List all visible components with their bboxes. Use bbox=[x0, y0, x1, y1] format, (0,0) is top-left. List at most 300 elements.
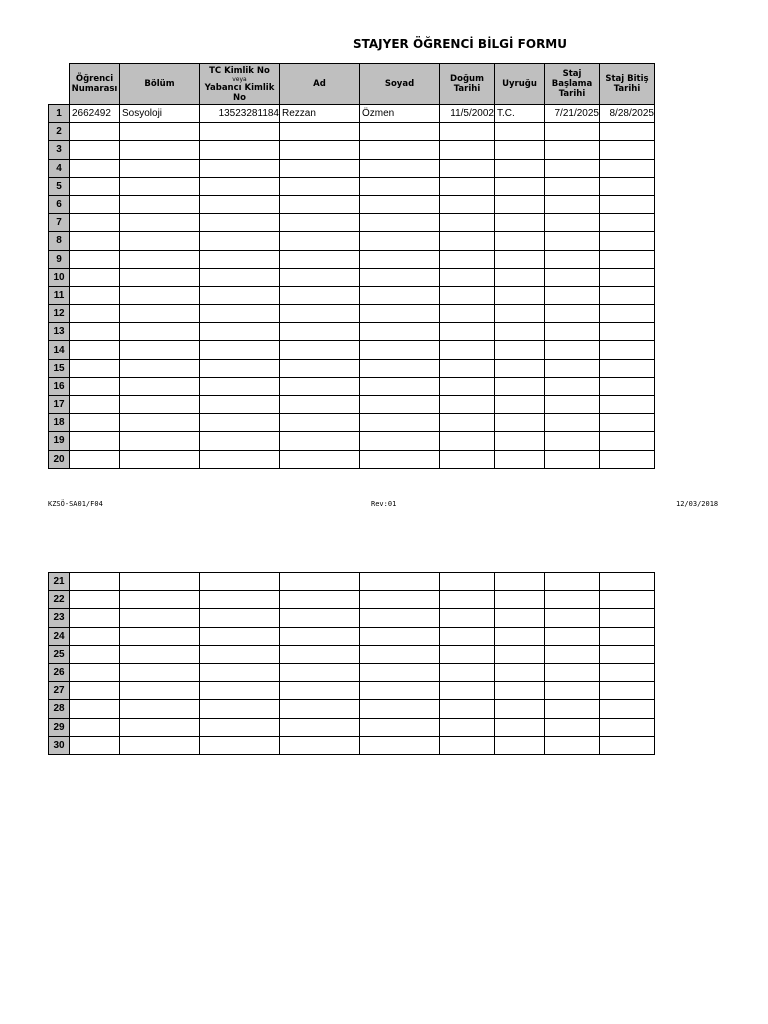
cell-nationality[interactable] bbox=[495, 123, 545, 141]
cell-nationality[interactable] bbox=[495, 736, 545, 754]
cell-birth-date[interactable] bbox=[440, 177, 495, 195]
cell-first-name[interactable] bbox=[280, 268, 360, 286]
cell-student-number[interactable] bbox=[70, 609, 120, 627]
cell-last-name[interactable] bbox=[360, 377, 440, 395]
cell-nationality[interactable] bbox=[495, 682, 545, 700]
cell-nationality[interactable] bbox=[495, 214, 545, 232]
cell-first-name[interactable] bbox=[280, 123, 360, 141]
cell-internship-end[interactable] bbox=[600, 450, 655, 468]
cell-internship-end[interactable] bbox=[600, 663, 655, 681]
cell-id-number[interactable] bbox=[200, 305, 280, 323]
cell-internship-start[interactable] bbox=[545, 341, 600, 359]
cell-id-number[interactable] bbox=[200, 195, 280, 213]
cell-internship-end[interactable] bbox=[600, 177, 655, 195]
cell-internship-start[interactable]: 7/21/2025 bbox=[545, 105, 600, 123]
cell-student-number[interactable] bbox=[70, 232, 120, 250]
cell-internship-end[interactable] bbox=[600, 591, 655, 609]
cell-id-number[interactable] bbox=[200, 432, 280, 450]
cell-first-name[interactable] bbox=[280, 159, 360, 177]
cell-birth-date[interactable]: 11/5/2002 bbox=[440, 105, 495, 123]
cell-internship-end[interactable]: 8/28/2025 bbox=[600, 105, 655, 123]
cell-birth-date[interactable] bbox=[440, 663, 495, 681]
cell-last-name[interactable] bbox=[360, 214, 440, 232]
cell-internship-start[interactable] bbox=[545, 573, 600, 591]
cell-birth-date[interactable] bbox=[440, 396, 495, 414]
cell-internship-end[interactable] bbox=[600, 359, 655, 377]
cell-birth-date[interactable] bbox=[440, 682, 495, 700]
cell-id-number[interactable] bbox=[200, 682, 280, 700]
table-row bbox=[49, 232, 655, 250]
cell-department[interactable] bbox=[120, 432, 200, 450]
cell-nationality[interactable] bbox=[495, 718, 545, 736]
cell-student-number[interactable] bbox=[70, 341, 120, 359]
cell-id-number[interactable] bbox=[200, 141, 280, 159]
cell-internship-start[interactable] bbox=[545, 250, 600, 268]
cell-student-number[interactable] bbox=[70, 268, 120, 286]
cell-last-name[interactable] bbox=[360, 123, 440, 141]
cell-internship-start[interactable] bbox=[545, 141, 600, 159]
cell-first-name[interactable] bbox=[280, 214, 360, 232]
cell-nationality[interactable] bbox=[495, 627, 545, 645]
cell-internship-end[interactable] bbox=[600, 195, 655, 213]
cell-student-number[interactable] bbox=[70, 159, 120, 177]
cell-birth-date[interactable] bbox=[440, 700, 495, 718]
table-row bbox=[49, 123, 655, 141]
cell-internship-start[interactable] bbox=[545, 305, 600, 323]
cell-nationality[interactable] bbox=[495, 396, 545, 414]
cell-department[interactable] bbox=[120, 159, 200, 177]
cell-first-name[interactable] bbox=[280, 432, 360, 450]
cell-first-name[interactable] bbox=[280, 645, 360, 663]
cell-first-name[interactable] bbox=[280, 232, 360, 250]
cell-department[interactable]: Sosyoloji bbox=[120, 105, 200, 123]
cell-student-number[interactable] bbox=[70, 736, 120, 754]
cell-birth-date[interactable] bbox=[440, 323, 495, 341]
table-row bbox=[49, 286, 655, 304]
cell-birth-date[interactable] bbox=[440, 195, 495, 213]
cell-department[interactable] bbox=[120, 591, 200, 609]
cell-internship-end[interactable] bbox=[600, 250, 655, 268]
cell-id-number[interactable] bbox=[200, 573, 280, 591]
cell-last-name[interactable] bbox=[360, 432, 440, 450]
cell-student-number[interactable] bbox=[70, 323, 120, 341]
cell-internship-start[interactable] bbox=[545, 609, 600, 627]
cell-id-number[interactable] bbox=[200, 627, 280, 645]
cell-first-name[interactable] bbox=[280, 305, 360, 323]
cell-last-name[interactable] bbox=[360, 250, 440, 268]
cell-internship-start[interactable] bbox=[545, 177, 600, 195]
cell-last-name[interactable] bbox=[360, 591, 440, 609]
cell-birth-date[interactable] bbox=[440, 627, 495, 645]
table-row bbox=[49, 718, 655, 736]
cell-department[interactable] bbox=[120, 232, 200, 250]
cell-id-number[interactable] bbox=[200, 323, 280, 341]
cell-internship-end[interactable] bbox=[600, 286, 655, 304]
cell-internship-end[interactable] bbox=[600, 700, 655, 718]
cell-student-number[interactable] bbox=[70, 195, 120, 213]
cell-nationality[interactable] bbox=[495, 663, 545, 681]
cell-student-number[interactable]: 2662492 bbox=[70, 105, 120, 123]
cell-birth-date[interactable] bbox=[440, 736, 495, 754]
row-number: 24 bbox=[49, 627, 70, 645]
row-number: 8 bbox=[49, 232, 70, 250]
cell-first-name[interactable] bbox=[280, 700, 360, 718]
cell-last-name[interactable] bbox=[360, 663, 440, 681]
cell-nationality[interactable] bbox=[495, 159, 545, 177]
cell-student-number[interactable] bbox=[70, 432, 120, 450]
cell-nationality[interactable] bbox=[495, 323, 545, 341]
cell-nationality[interactable] bbox=[495, 195, 545, 213]
cell-student-number[interactable] bbox=[70, 214, 120, 232]
cell-last-name[interactable] bbox=[360, 195, 440, 213]
cell-first-name[interactable] bbox=[280, 359, 360, 377]
cell-internship-start[interactable] bbox=[545, 450, 600, 468]
cell-nationality[interactable] bbox=[495, 591, 545, 609]
cell-id-number[interactable] bbox=[200, 177, 280, 195]
cell-nationality[interactable] bbox=[495, 286, 545, 304]
cell-id-number[interactable] bbox=[200, 718, 280, 736]
table-row bbox=[49, 105, 655, 123]
cell-birth-date[interactable] bbox=[440, 268, 495, 286]
cell-id-number[interactable] bbox=[200, 214, 280, 232]
cell-department[interactable] bbox=[120, 177, 200, 195]
cell-department[interactable] bbox=[120, 214, 200, 232]
cell-internship-start[interactable] bbox=[545, 645, 600, 663]
cell-nationality[interactable] bbox=[495, 250, 545, 268]
cell-id-number[interactable]: 13523281184 bbox=[200, 105, 280, 123]
cell-id-number[interactable] bbox=[200, 645, 280, 663]
cell-internship-start[interactable] bbox=[545, 268, 600, 286]
cell-last-name[interactable] bbox=[360, 609, 440, 627]
cell-nationality[interactable]: T.C. bbox=[495, 105, 545, 123]
cell-internship-start[interactable] bbox=[545, 663, 600, 681]
header-id-number: TC Kimlik No veya Yabancı Kimlik No bbox=[200, 64, 280, 105]
cell-department[interactable] bbox=[120, 573, 200, 591]
row-number: 26 bbox=[49, 663, 70, 681]
cell-department[interactable] bbox=[120, 359, 200, 377]
cell-last-name[interactable] bbox=[360, 718, 440, 736]
cell-department[interactable] bbox=[120, 341, 200, 359]
cell-internship-start[interactable] bbox=[545, 377, 600, 395]
cell-id-number[interactable] bbox=[200, 341, 280, 359]
cell-internship-end[interactable] bbox=[600, 645, 655, 663]
cell-nationality[interactable] bbox=[495, 414, 545, 432]
cell-last-name[interactable] bbox=[360, 268, 440, 286]
cell-first-name[interactable] bbox=[280, 195, 360, 213]
cell-internship-start[interactable] bbox=[545, 414, 600, 432]
cell-last-name[interactable] bbox=[360, 141, 440, 159]
cell-internship-start[interactable] bbox=[545, 159, 600, 177]
cell-student-number[interactable] bbox=[70, 627, 120, 645]
cell-first-name[interactable] bbox=[280, 627, 360, 645]
cell-first-name[interactable] bbox=[280, 663, 360, 681]
cell-internship-end[interactable] bbox=[600, 341, 655, 359]
cell-internship-end[interactable] bbox=[600, 573, 655, 591]
cell-nationality[interactable] bbox=[495, 450, 545, 468]
cell-birth-date[interactable] bbox=[440, 718, 495, 736]
cell-internship-end[interactable] bbox=[600, 214, 655, 232]
cell-internship-start[interactable] bbox=[545, 214, 600, 232]
cell-birth-date[interactable] bbox=[440, 609, 495, 627]
cell-last-name[interactable] bbox=[360, 341, 440, 359]
cell-id-number[interactable] bbox=[200, 123, 280, 141]
table-row bbox=[49, 591, 655, 609]
cell-nationality[interactable] bbox=[495, 573, 545, 591]
cell-last-name[interactable] bbox=[360, 323, 440, 341]
row-number: 4 bbox=[49, 159, 70, 177]
cell-nationality[interactable] bbox=[495, 177, 545, 195]
cell-id-number[interactable] bbox=[200, 700, 280, 718]
cell-nationality[interactable] bbox=[495, 232, 545, 250]
cell-department[interactable] bbox=[120, 682, 200, 700]
cell-student-number[interactable] bbox=[70, 377, 120, 395]
cell-birth-date[interactable] bbox=[440, 159, 495, 177]
cell-birth-date[interactable] bbox=[440, 591, 495, 609]
cell-internship-end[interactable] bbox=[600, 627, 655, 645]
cell-id-number[interactable] bbox=[200, 232, 280, 250]
cell-internship-end[interactable] bbox=[600, 232, 655, 250]
cell-birth-date[interactable] bbox=[440, 232, 495, 250]
cell-student-number[interactable] bbox=[70, 141, 120, 159]
cell-internship-start[interactable] bbox=[545, 323, 600, 341]
cell-student-number[interactable] bbox=[70, 718, 120, 736]
cell-internship-start[interactable] bbox=[545, 359, 600, 377]
cell-id-number[interactable] bbox=[200, 414, 280, 432]
cell-last-name[interactable] bbox=[360, 286, 440, 304]
cell-department[interactable] bbox=[120, 286, 200, 304]
cell-first-name[interactable] bbox=[280, 377, 360, 395]
cell-id-number[interactable] bbox=[200, 159, 280, 177]
cell-nationality[interactable] bbox=[495, 377, 545, 395]
cell-last-name[interactable] bbox=[360, 645, 440, 663]
cell-birth-date[interactable] bbox=[440, 377, 495, 395]
cell-internship-start[interactable] bbox=[545, 718, 600, 736]
table-row bbox=[49, 682, 655, 700]
row-number: 14 bbox=[49, 341, 70, 359]
cell-birth-date[interactable] bbox=[440, 250, 495, 268]
cell-department[interactable] bbox=[120, 663, 200, 681]
row-number: 29 bbox=[49, 718, 70, 736]
cell-student-number[interactable] bbox=[70, 359, 120, 377]
cell-internship-start[interactable] bbox=[545, 591, 600, 609]
cell-department[interactable] bbox=[120, 414, 200, 432]
cell-birth-date[interactable] bbox=[440, 141, 495, 159]
cell-department[interactable] bbox=[120, 609, 200, 627]
cell-last-name[interactable] bbox=[360, 359, 440, 377]
table-row bbox=[49, 663, 655, 681]
cell-internship-end[interactable] bbox=[600, 396, 655, 414]
cell-birth-date[interactable] bbox=[440, 341, 495, 359]
cell-department[interactable] bbox=[120, 396, 200, 414]
cell-student-number[interactable] bbox=[70, 123, 120, 141]
cell-last-name[interactable] bbox=[360, 682, 440, 700]
cell-first-name[interactable] bbox=[280, 341, 360, 359]
row-number: 20 bbox=[49, 450, 70, 468]
cell-nationality[interactable] bbox=[495, 359, 545, 377]
cell-student-number[interactable] bbox=[70, 645, 120, 663]
cell-birth-date[interactable] bbox=[440, 305, 495, 323]
cell-internship-start[interactable] bbox=[545, 123, 600, 141]
cell-department[interactable] bbox=[120, 645, 200, 663]
cell-first-name[interactable] bbox=[280, 141, 360, 159]
cell-student-number[interactable] bbox=[70, 177, 120, 195]
cell-internship-start[interactable] bbox=[545, 195, 600, 213]
table-row bbox=[49, 414, 655, 432]
cell-internship-end[interactable] bbox=[600, 377, 655, 395]
cell-student-number[interactable] bbox=[70, 250, 120, 268]
cell-first-name[interactable] bbox=[280, 591, 360, 609]
cell-id-number[interactable] bbox=[200, 450, 280, 468]
cell-first-name[interactable] bbox=[280, 286, 360, 304]
table-row bbox=[49, 396, 655, 414]
cell-internship-end[interactable] bbox=[600, 159, 655, 177]
cell-department[interactable] bbox=[120, 627, 200, 645]
cell-first-name[interactable] bbox=[280, 609, 360, 627]
table-row bbox=[49, 377, 655, 395]
cell-birth-date[interactable] bbox=[440, 645, 495, 663]
cell-birth-date[interactable] bbox=[440, 359, 495, 377]
cell-student-number[interactable] bbox=[70, 286, 120, 304]
cell-id-number[interactable] bbox=[200, 359, 280, 377]
cell-id-number[interactable] bbox=[200, 591, 280, 609]
cell-internship-end[interactable] bbox=[600, 305, 655, 323]
cell-internship-start[interactable] bbox=[545, 627, 600, 645]
cell-id-number[interactable] bbox=[200, 377, 280, 395]
cell-nationality[interactable] bbox=[495, 645, 545, 663]
cell-nationality[interactable] bbox=[495, 341, 545, 359]
cell-birth-date[interactable] bbox=[440, 450, 495, 468]
cell-first-name[interactable] bbox=[280, 736, 360, 754]
cell-department[interactable] bbox=[120, 450, 200, 468]
cell-internship-end[interactable] bbox=[600, 432, 655, 450]
cell-student-number[interactable] bbox=[70, 663, 120, 681]
cell-student-number[interactable] bbox=[70, 700, 120, 718]
cell-last-name[interactable] bbox=[360, 414, 440, 432]
cell-department[interactable] bbox=[120, 323, 200, 341]
cell-last-name[interactable] bbox=[360, 700, 440, 718]
cell-id-number[interactable] bbox=[200, 663, 280, 681]
cell-first-name[interactable] bbox=[280, 573, 360, 591]
row-number: 13 bbox=[49, 323, 70, 341]
cell-department[interactable] bbox=[120, 123, 200, 141]
cell-department[interactable] bbox=[120, 268, 200, 286]
cell-last-name[interactable] bbox=[360, 305, 440, 323]
cell-student-number[interactable] bbox=[70, 305, 120, 323]
cell-internship-end[interactable] bbox=[600, 123, 655, 141]
cell-internship-end[interactable] bbox=[600, 141, 655, 159]
cell-nationality[interactable] bbox=[495, 141, 545, 159]
cell-internship-end[interactable] bbox=[600, 609, 655, 627]
cell-last-name[interactable] bbox=[360, 573, 440, 591]
cell-nationality[interactable] bbox=[495, 305, 545, 323]
cell-birth-date[interactable] bbox=[440, 123, 495, 141]
cell-last-name[interactable]: Özmen bbox=[360, 105, 440, 123]
cell-id-number[interactable] bbox=[200, 736, 280, 754]
cell-internship-start[interactable] bbox=[545, 286, 600, 304]
cell-birth-date[interactable] bbox=[440, 573, 495, 591]
cell-last-name[interactable] bbox=[360, 177, 440, 195]
row-number: 28 bbox=[49, 700, 70, 718]
cell-student-number[interactable] bbox=[70, 396, 120, 414]
cell-internship-start[interactable] bbox=[545, 232, 600, 250]
cell-last-name[interactable] bbox=[360, 159, 440, 177]
cell-id-number[interactable] bbox=[200, 268, 280, 286]
cell-birth-date[interactable] bbox=[440, 214, 495, 232]
cell-id-number[interactable] bbox=[200, 396, 280, 414]
cell-student-number[interactable] bbox=[70, 682, 120, 700]
cell-nationality[interactable] bbox=[495, 268, 545, 286]
cell-internship-end[interactable] bbox=[600, 736, 655, 754]
cell-department[interactable] bbox=[120, 736, 200, 754]
cell-student-number[interactable] bbox=[70, 591, 120, 609]
cell-id-number[interactable] bbox=[200, 609, 280, 627]
cell-student-number[interactable] bbox=[70, 450, 120, 468]
cell-department[interactable] bbox=[120, 195, 200, 213]
cell-first-name[interactable] bbox=[280, 414, 360, 432]
cell-department[interactable] bbox=[120, 718, 200, 736]
cell-department[interactable] bbox=[120, 305, 200, 323]
cell-internship-end[interactable] bbox=[600, 268, 655, 286]
cell-last-name[interactable] bbox=[360, 232, 440, 250]
cell-birth-date[interactable] bbox=[440, 286, 495, 304]
cell-last-name[interactable] bbox=[360, 396, 440, 414]
cell-internship-start[interactable] bbox=[545, 682, 600, 700]
cell-nationality[interactable] bbox=[495, 700, 545, 718]
cell-department[interactable] bbox=[120, 377, 200, 395]
cell-first-name[interactable] bbox=[280, 250, 360, 268]
cell-first-name[interactable] bbox=[280, 323, 360, 341]
footer-doc-code: KZSÖ-SA01/F04 bbox=[48, 500, 103, 508]
cell-last-name[interactable] bbox=[360, 450, 440, 468]
row-number: 1 bbox=[49, 105, 70, 123]
cell-internship-start[interactable] bbox=[545, 432, 600, 450]
cell-id-number[interactable] bbox=[200, 250, 280, 268]
cell-internship-start[interactable] bbox=[545, 700, 600, 718]
cell-first-name[interactable]: Rezzan bbox=[280, 105, 360, 123]
cell-internship-end[interactable] bbox=[600, 718, 655, 736]
cell-first-name[interactable] bbox=[280, 450, 360, 468]
cell-last-name[interactable] bbox=[360, 736, 440, 754]
header-birth-date: Doğum Tarihi bbox=[440, 64, 495, 105]
cell-department[interactable] bbox=[120, 700, 200, 718]
cell-last-name[interactable] bbox=[360, 627, 440, 645]
cell-internship-end[interactable] bbox=[600, 323, 655, 341]
cell-department[interactable] bbox=[120, 250, 200, 268]
cell-id-number[interactable] bbox=[200, 286, 280, 304]
cell-nationality[interactable] bbox=[495, 432, 545, 450]
table-row bbox=[49, 736, 655, 754]
table-row bbox=[49, 645, 655, 663]
header-student-number: Öğrenci Numarası bbox=[70, 64, 120, 105]
cell-first-name[interactable] bbox=[280, 177, 360, 195]
cell-internship-end[interactable] bbox=[600, 682, 655, 700]
cell-first-name[interactable] bbox=[280, 396, 360, 414]
student-info-table-continued bbox=[48, 572, 655, 755]
cell-first-name[interactable] bbox=[280, 718, 360, 736]
table-row bbox=[49, 450, 655, 468]
cell-student-number[interactable] bbox=[70, 414, 120, 432]
cell-first-name[interactable] bbox=[280, 682, 360, 700]
cell-nationality[interactable] bbox=[495, 609, 545, 627]
cell-birth-date[interactable] bbox=[440, 414, 495, 432]
cell-internship-start[interactable] bbox=[545, 736, 600, 754]
cell-internship-end[interactable] bbox=[600, 414, 655, 432]
cell-birth-date[interactable] bbox=[440, 432, 495, 450]
cell-student-number[interactable] bbox=[70, 573, 120, 591]
table-row bbox=[49, 323, 655, 341]
cell-department[interactable] bbox=[120, 141, 200, 159]
cell-internship-start[interactable] bbox=[545, 396, 600, 414]
